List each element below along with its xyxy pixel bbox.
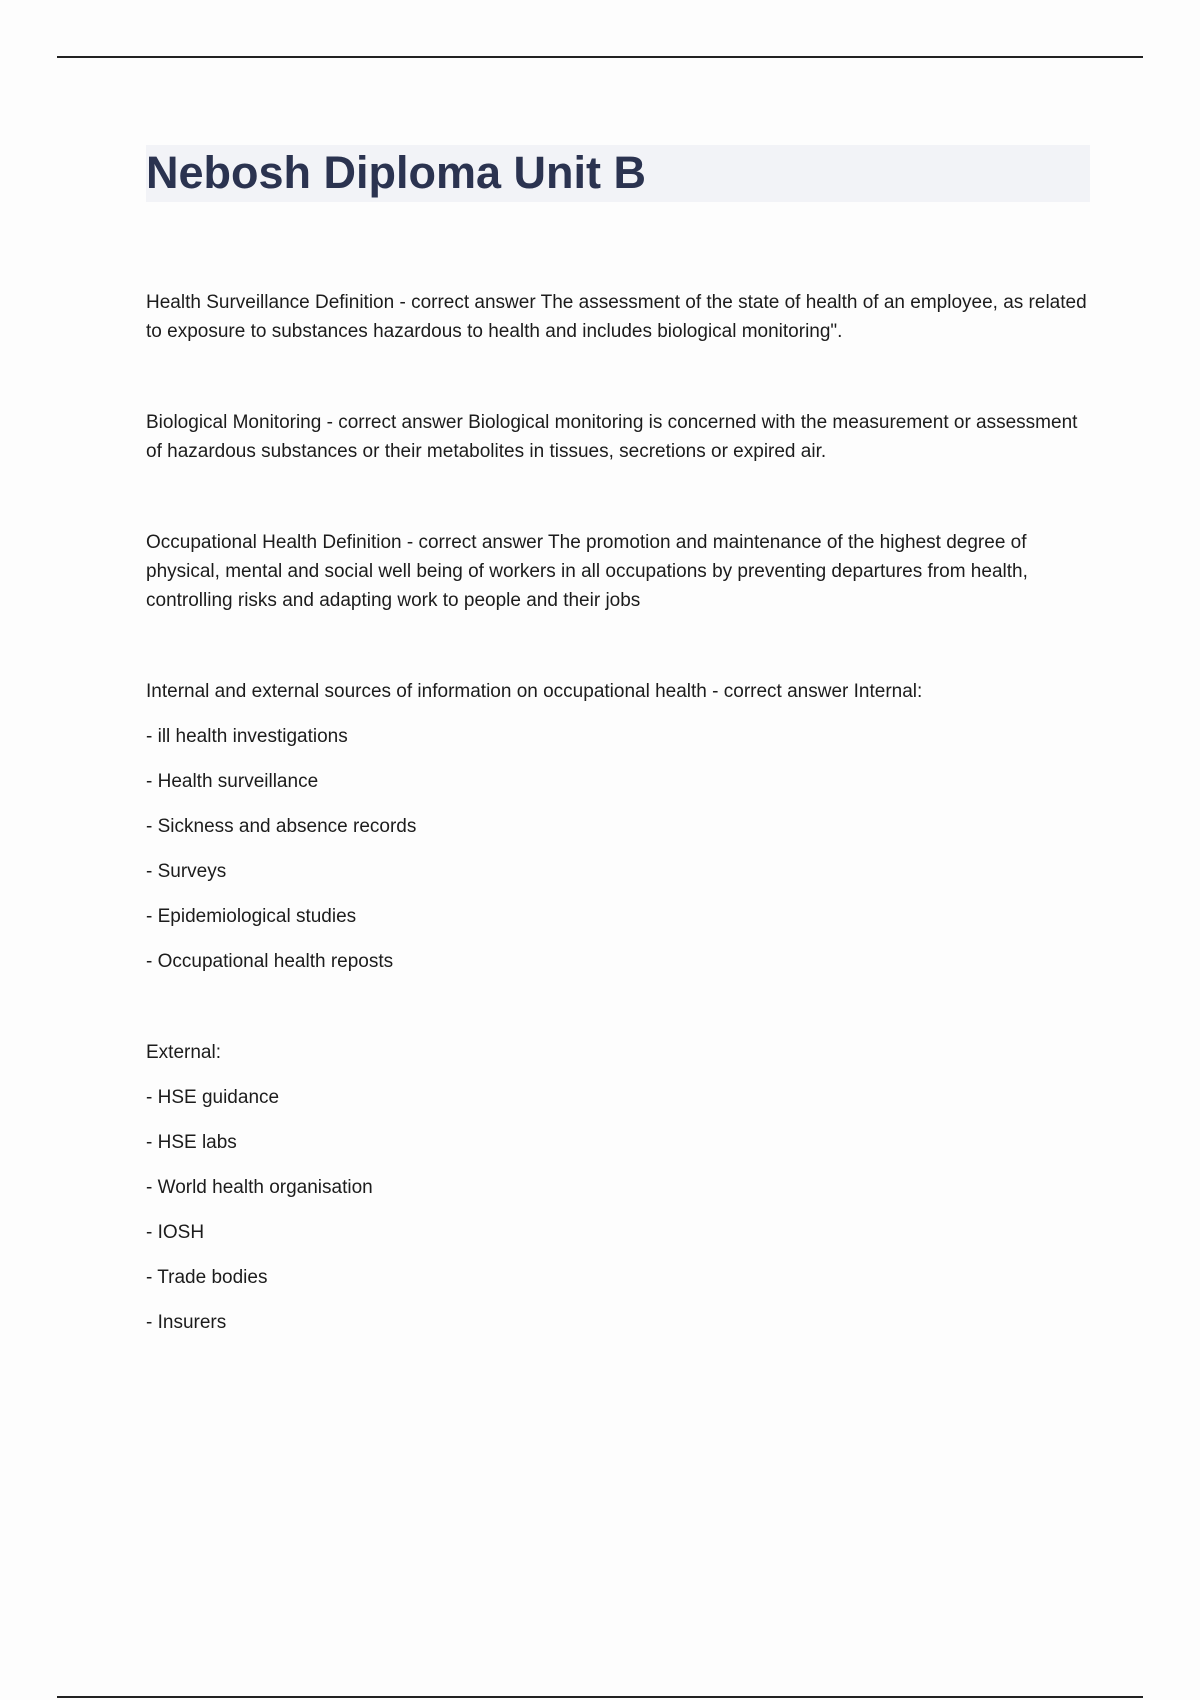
qa-entry: [146, 288, 1090, 346]
footer-rule: [57, 1696, 1143, 1698]
document-body: [146, 288, 1090, 1337]
list-item: - HSE guidance: [146, 1087, 280, 1108]
external-label: External:: [146, 1042, 221, 1063]
qa-marker: correct answer: [418, 532, 549, 553]
list-item: - Trade bodies: [146, 1267, 268, 1288]
qa-term: Health Surveillance Definition -: [146, 292, 412, 313]
sources-question: [146, 677, 1090, 706]
list-item: - Occupational health reposts: [146, 951, 394, 972]
list-item: - Epidemiological studies: [146, 906, 357, 927]
qa-term: Occupational Health Definition -: [146, 532, 419, 553]
external-sources: [146, 1038, 1090, 1337]
internal-label: Internal:: [853, 681, 923, 702]
qa-text: [146, 408, 1090, 466]
list-item: - ill health investigations: [146, 726, 348, 747]
qa-marker: correct answer: [338, 412, 469, 433]
list-item: - Sickness and absence records: [146, 816, 417, 837]
list-item: - Surveys: [146, 861, 227, 882]
qa-entry: [146, 528, 1090, 615]
document-title: Nebosh Diploma Unit B: [146, 147, 647, 198]
qa-marker: correct answer: [723, 681, 854, 702]
list-item: - HSE labs: [146, 1132, 237, 1153]
qa-answer: The assessment of the state of health of an employee, as related to exposure to substances hazardous to health and includes biological monitoring".: [146, 292, 1087, 342]
qa-term: Biological Monitoring -: [146, 412, 339, 433]
internal-sources-list: [146, 722, 1090, 976]
qa-answer: The promotion and maintenance of the highest degree of physical, mental and social well being of workers in all occupations by preventing departures from health, controlling risks and adapting work to people and their jobs: [146, 532, 1028, 611]
qa-entry: [146, 408, 1090, 466]
header-rule: [57, 56, 1143, 58]
external-sources-list: [146, 1083, 1090, 1337]
list-item: - Health surveillance: [146, 771, 319, 792]
list-item: - IOSH: [146, 1222, 205, 1243]
qa-marker: correct answer: [411, 292, 541, 313]
list-item: - World health organisation: [146, 1177, 373, 1198]
qa-answer: Biological monitoring is concerned with the measurement or assessment of hazardous substances or their metabolites in tissues, secretions or expired air.: [146, 412, 1078, 462]
qa-term: Internal and external sources of information on occupational health -: [146, 681, 724, 702]
sources-entry: [146, 677, 1090, 1337]
qa-text: [146, 528, 1090, 615]
list-item: - Insurers: [146, 1312, 227, 1333]
qa-text: [146, 288, 1090, 346]
